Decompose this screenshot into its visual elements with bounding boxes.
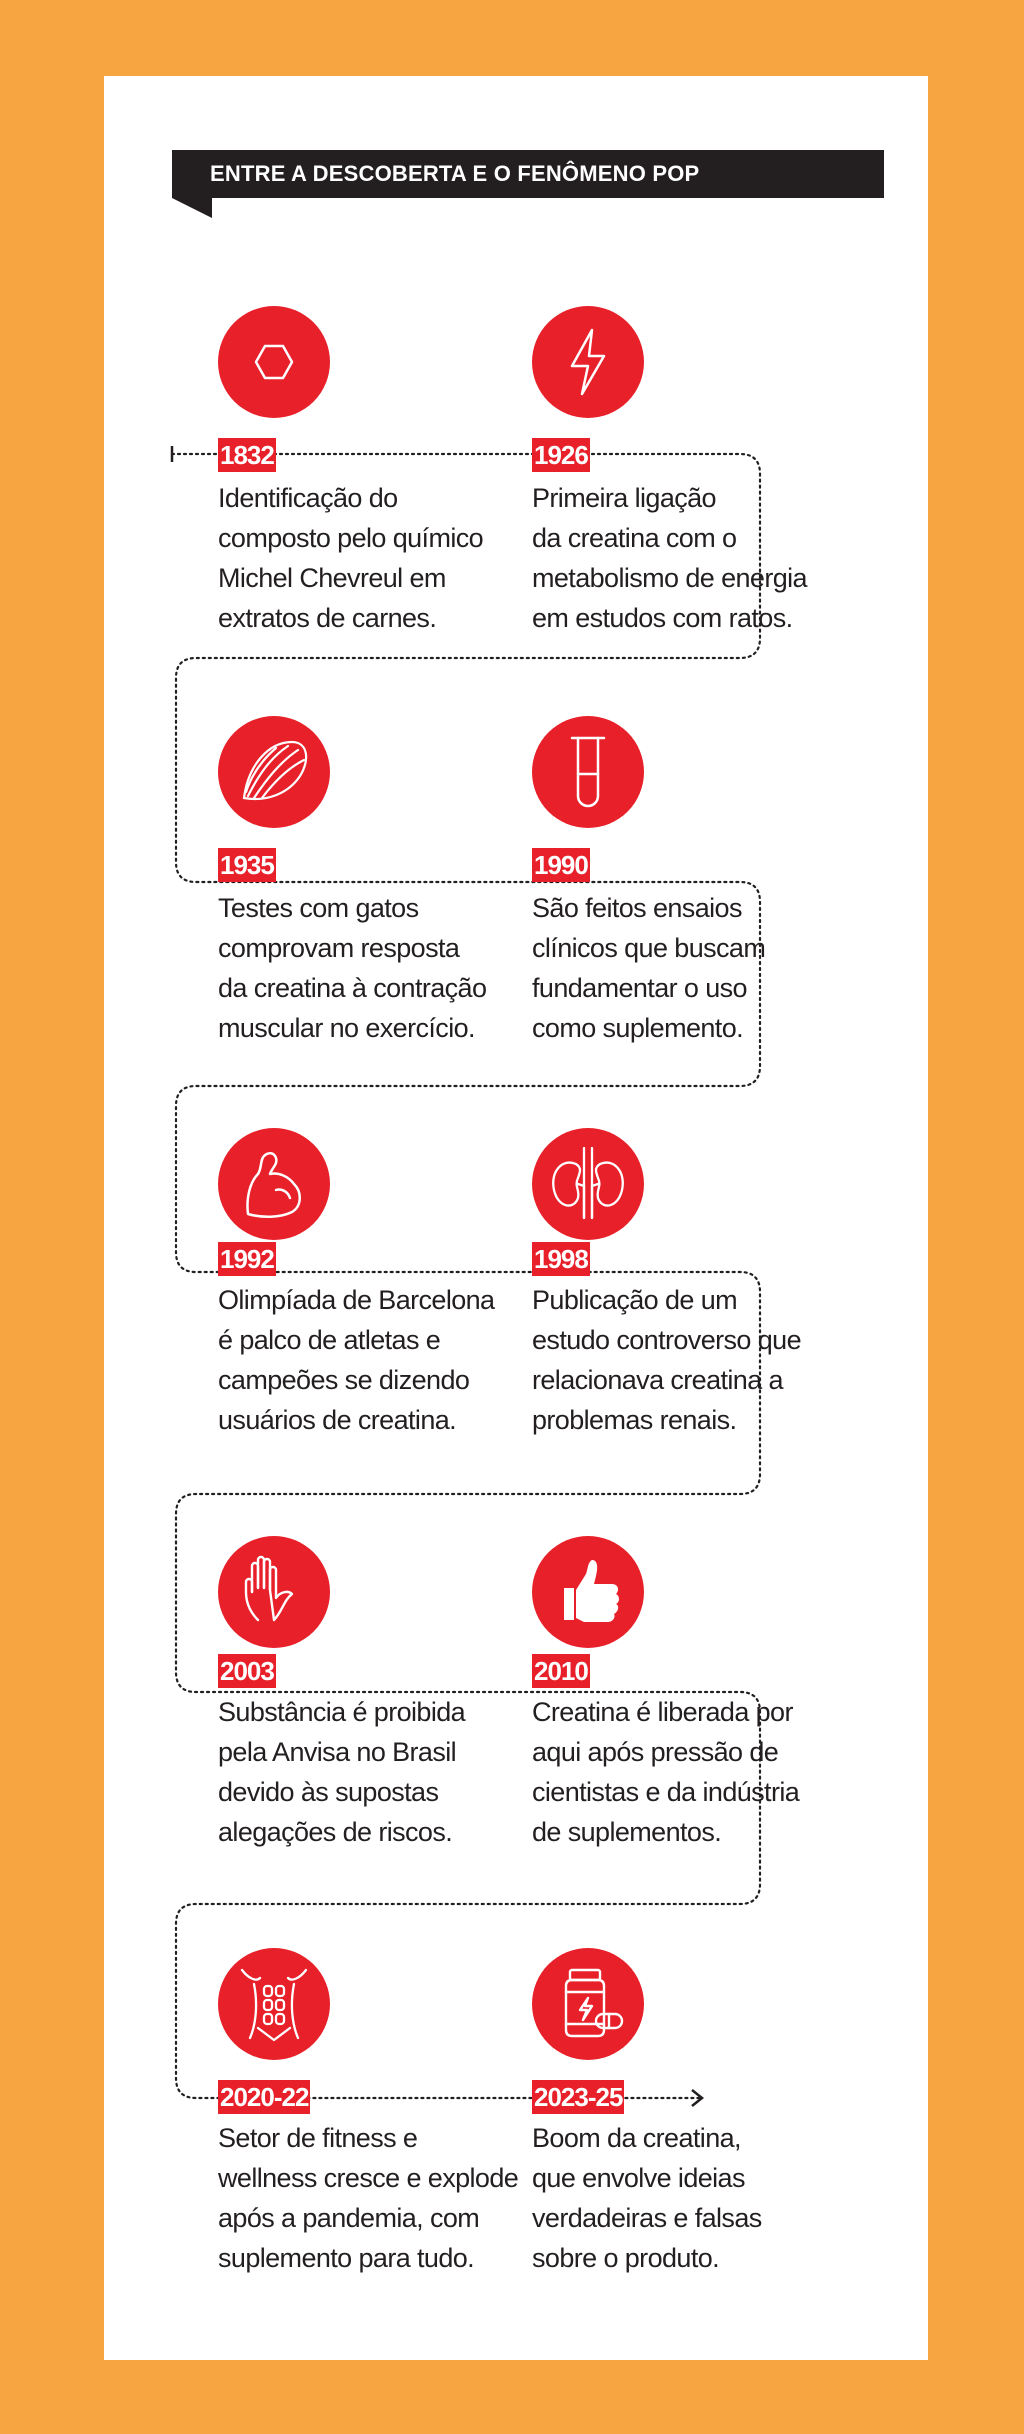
event-line: Setor de fitness e <box>218 2123 418 2153</box>
event-line: metabolismo de energia <box>532 563 807 593</box>
event-line: aqui após pressão de <box>532 1737 779 1767</box>
event-description-1926 <box>532 478 832 638</box>
event-line: relacionava creatina a <box>532 1365 783 1395</box>
event-line: Publicação de um <box>532 1285 738 1315</box>
event-description-2010 <box>532 1692 832 1852</box>
event-year-1998: 1998 <box>534 1244 588 1274</box>
event-description-2003 <box>218 1692 518 1852</box>
event-line: Substância é proibida <box>218 1697 466 1727</box>
event-year-1832: 1832 <box>220 440 274 470</box>
stop-hand-icon <box>218 1536 330 1648</box>
test-tube-icon <box>532 716 644 828</box>
event-line: Identificação do <box>218 483 398 513</box>
event-year-1926: 1926 <box>534 440 588 470</box>
event-line: comprovam resposta <box>218 933 460 963</box>
muscle-fiber-icon <box>218 716 330 828</box>
abdomen-icon <box>218 1948 330 2060</box>
event-line: Michel Chevreul em <box>218 563 446 593</box>
event-line: campeões se dizendo <box>218 1365 470 1395</box>
event-line: alegações de riscos. <box>218 1817 453 1847</box>
event-line: muscular no exercício. <box>218 1013 475 1043</box>
timeline-card <box>104 76 928 2360</box>
event-line: usuários de creatina. <box>218 1405 457 1435</box>
event-line: cientistas e da indústria <box>532 1777 800 1807</box>
event-description-1832 <box>218 478 518 638</box>
event-line: suplemento para tudo. <box>218 2243 475 2273</box>
event-line: estudo controverso que <box>532 1325 801 1355</box>
event-line: da creatina com o <box>532 523 737 553</box>
event-year-2023-25: 2023-25 <box>534 2082 623 2112</box>
header-title: ENTRE A DESCOBERTA E O FENÔMENO POP <box>210 161 700 186</box>
event-description-1998 <box>532 1280 832 1440</box>
supplement-jar-icon <box>532 1948 644 2060</box>
flexed-arm-icon <box>218 1128 330 1240</box>
event-year-1935: 1935 <box>220 850 274 880</box>
event-line: Boom da creatina, <box>532 2123 741 2153</box>
event-year-2003: 2003 <box>220 1656 274 1686</box>
kidneys-icon <box>532 1128 644 1240</box>
event-line: São feitos ensaios <box>532 893 742 923</box>
event-line: pela Anvisa no Brasil <box>218 1737 457 1767</box>
event-year-1992: 1992 <box>220 1244 274 1274</box>
event-description-2023-25 <box>532 2118 832 2278</box>
event-description-1990 <box>532 888 832 1048</box>
event-line: fundamentar o uso <box>532 973 747 1003</box>
event-year-1990: 1990 <box>534 850 588 880</box>
event-year-2020-22: 2020-22 <box>220 2082 309 2112</box>
event-line: da creatina à contração <box>218 973 487 1003</box>
event-line: após a pandemia, com <box>218 2203 480 2233</box>
event-line: composto pelo químico <box>218 523 484 553</box>
event-line: Primeira ligação <box>532 483 716 513</box>
event-line: Olimpíada de Barcelona <box>218 1285 495 1315</box>
event-line: é palco de atletas e <box>218 1325 441 1355</box>
event-line: Creatina é liberada por <box>532 1697 793 1727</box>
event-description-2020-22 <box>218 2118 518 2278</box>
event-line: sobre o produto. <box>532 2243 720 2273</box>
event-line: devido às supostas <box>218 1777 439 1807</box>
event-line: problemas renais. <box>532 1405 737 1435</box>
event-line: que envolve ideias <box>532 2163 745 2193</box>
event-description-1992 <box>218 1280 518 1440</box>
event-line: como suplemento. <box>532 1013 744 1043</box>
event-line: verdadeiras e falsas <box>532 2203 762 2233</box>
event-line: wellness cresce e explode <box>218 2163 519 2193</box>
event-line: extratos de carnes. <box>218 603 437 633</box>
hexagon-icon <box>218 306 330 418</box>
event-line: de suplementos. <box>532 1817 722 1847</box>
lightning-icon <box>532 306 644 418</box>
event-description-1935 <box>218 888 518 1048</box>
event-line: em estudos com ratos. <box>532 603 793 633</box>
thumbs-up-icon <box>532 1536 644 1648</box>
event-year-2010: 2010 <box>534 1656 588 1686</box>
event-line: Testes com gatos <box>218 893 419 923</box>
event-line: clínicos que buscam <box>532 933 766 963</box>
